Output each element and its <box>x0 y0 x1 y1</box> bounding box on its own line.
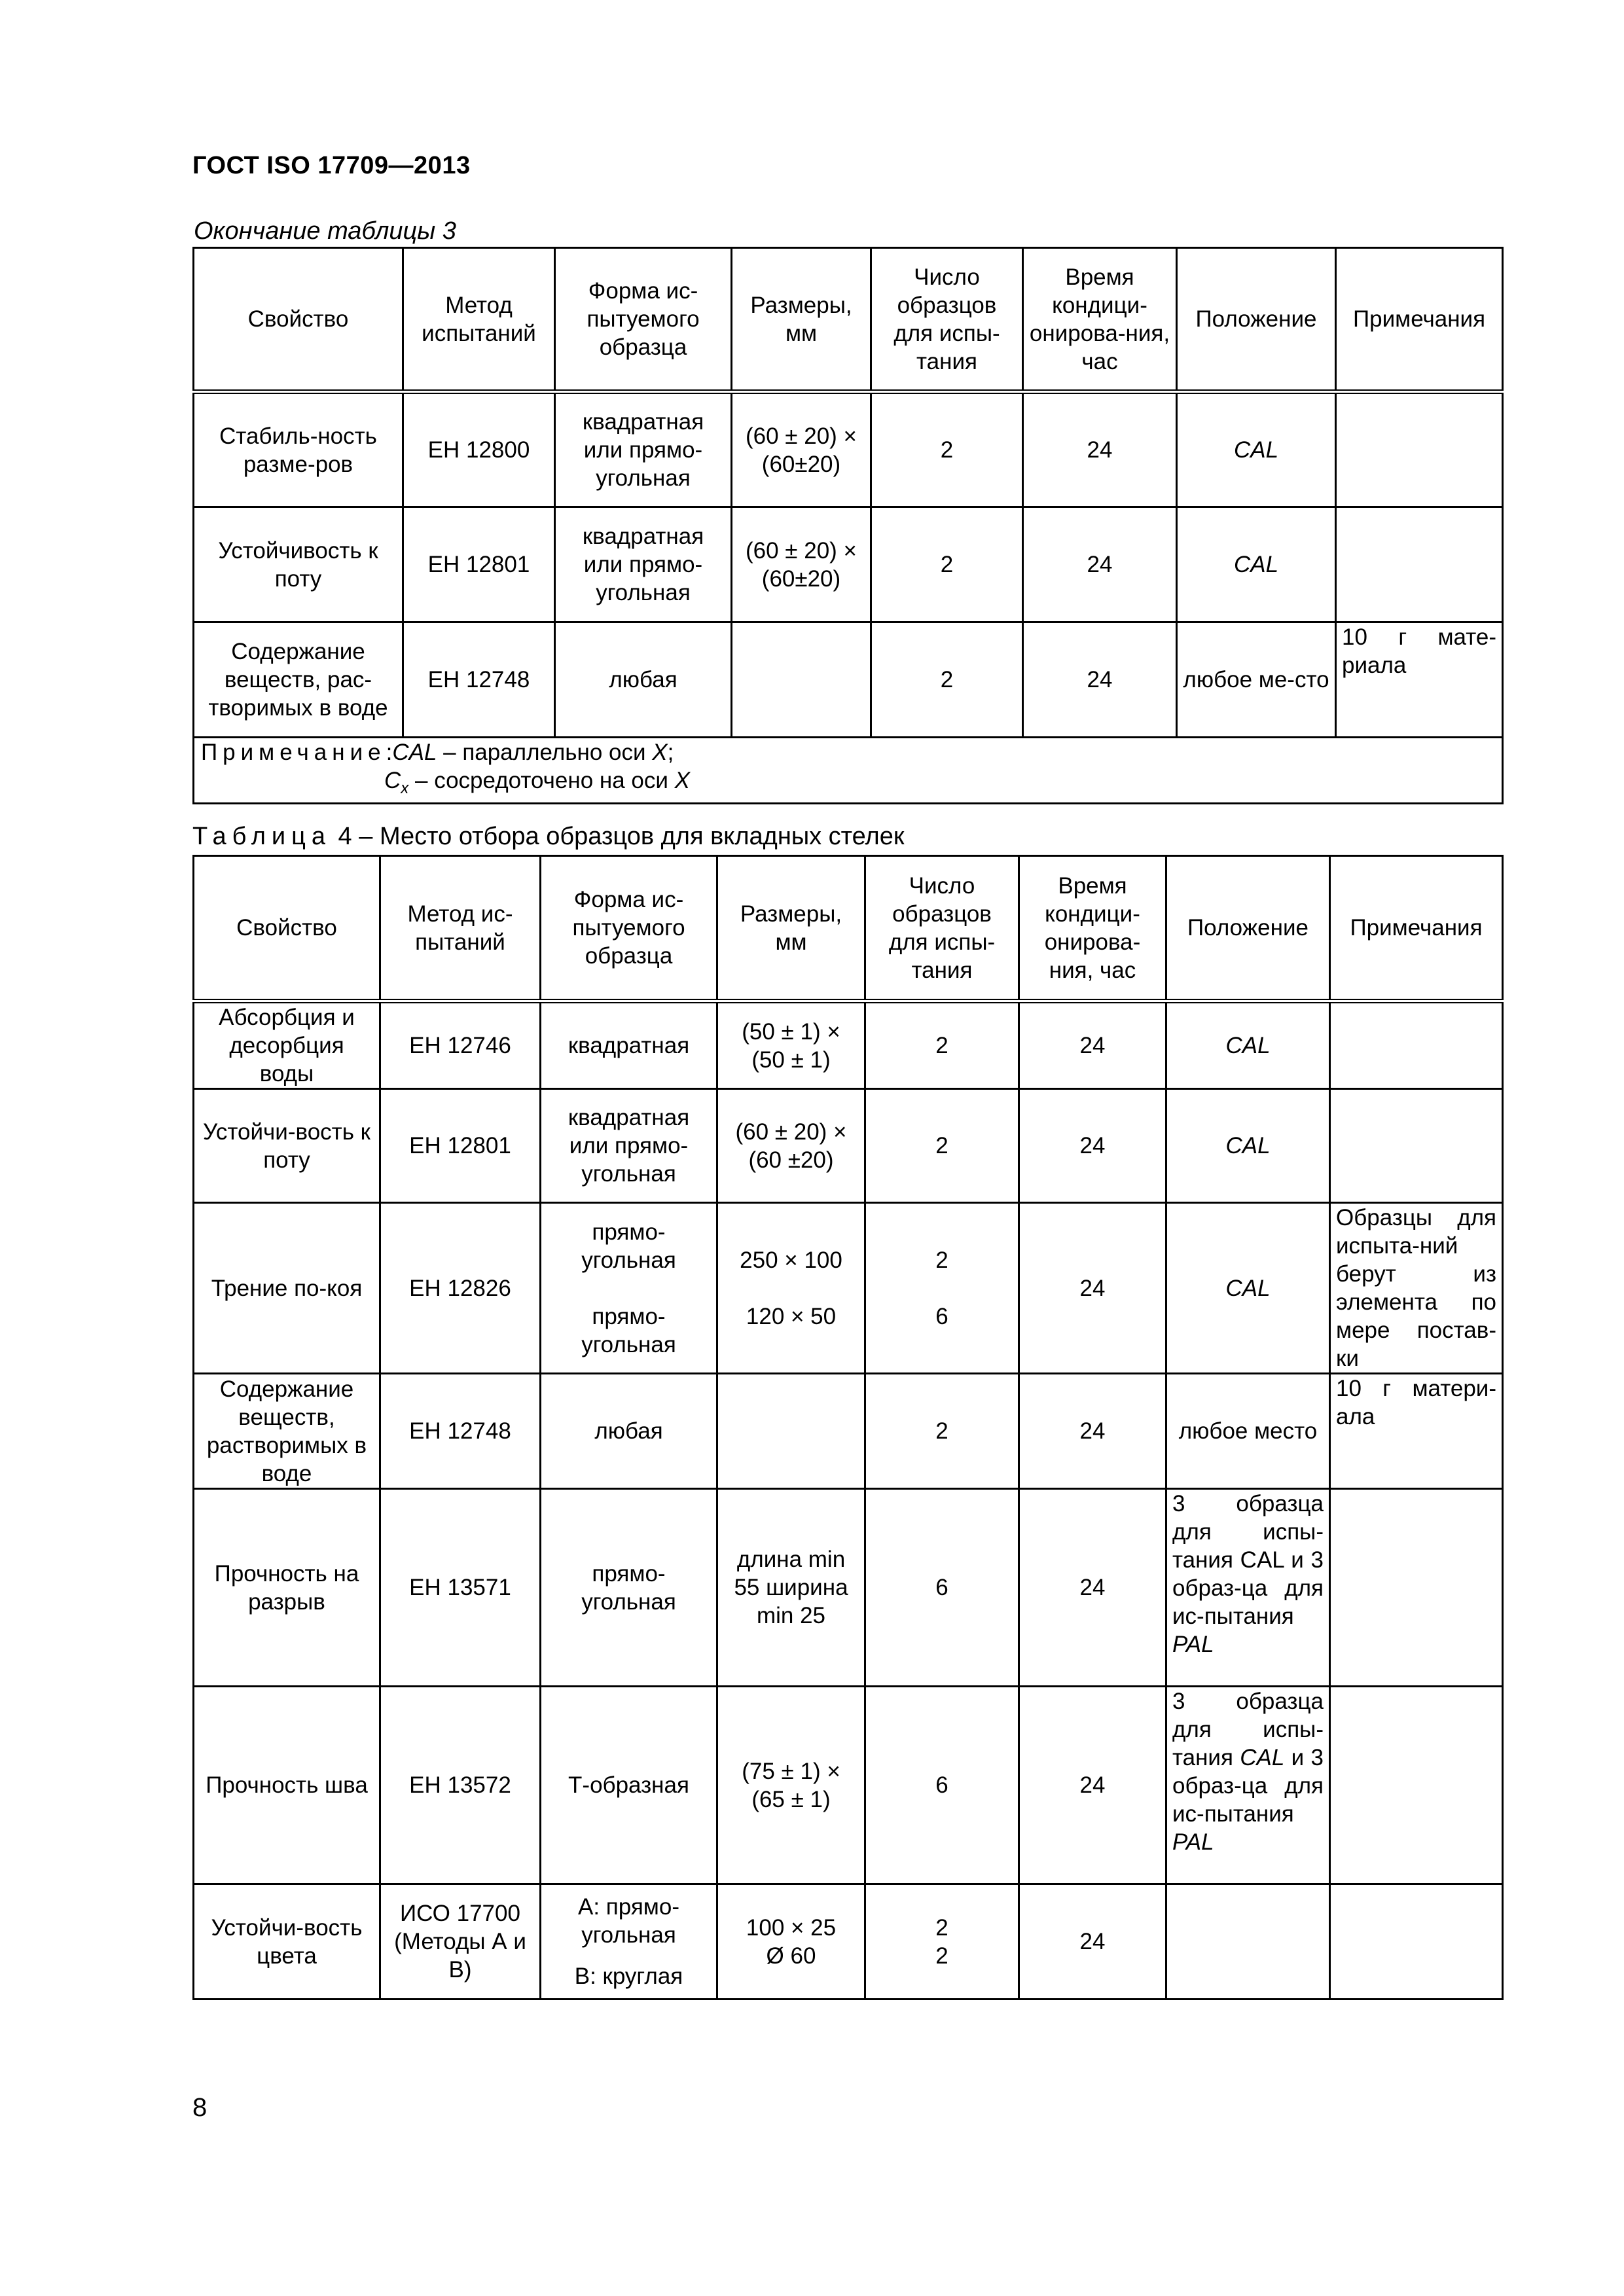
cell-time: 24 <box>1019 1001 1166 1089</box>
cell-shape-a: А: прямо-угольная <box>578 1894 679 1948</box>
table-row <box>194 1001 1503 1089</box>
cell-position <box>1166 1884 1330 2000</box>
table3-footnote-row <box>194 738 1503 804</box>
table4-col-header: Время кондици-онирова-ния, час <box>1019 856 1166 1001</box>
cell-time: 24 <box>1019 1203 1166 1374</box>
table3-col-header: Положение <box>1177 248 1336 392</box>
cell-property: Содержание веществ, рас-творимых в воде <box>194 622 403 738</box>
table4-col-header: Число образцов для испы-тания <box>865 856 1019 1001</box>
footnote-cx-axis: X <box>674 768 691 793</box>
table-row <box>194 1687 1503 1884</box>
cell-time: 24 <box>1023 622 1177 738</box>
cell-count-b: 2 <box>935 1943 948 1969</box>
cell-note <box>1330 1489 1503 1687</box>
cell-count: 2 <box>865 1001 1019 1089</box>
cell-size: длина min 55 ширина min 25 <box>717 1489 865 1687</box>
cell-count <box>865 1884 1019 2000</box>
cell-count: 2 <box>865 1089 1019 1203</box>
table3-col-header: Метод испытаний <box>403 248 555 392</box>
cell-method: ЕН 13572 <box>380 1687 541 1884</box>
cell-shape-b: прямо-угольная <box>581 1303 676 1357</box>
cell-position-cal: CAL <box>1240 1745 1285 1770</box>
cell-method: ЕН 12826 <box>380 1203 541 1374</box>
table4-col-header: Размеры, мм <box>717 856 865 1001</box>
cell-method: ЕН 12801 <box>403 507 555 622</box>
table3-col-header: Форма ис-пытуемого образца <box>555 248 732 392</box>
cell-position: любое ме-сто <box>1177 622 1336 738</box>
cell-count-a: 2 <box>935 1914 948 1941</box>
cell-note <box>1336 392 1503 507</box>
cell-size: (60 ± 20) × (60 ±20) <box>717 1089 865 1203</box>
cell-note <box>1330 1687 1503 1884</box>
footnote-cal-end: ; <box>667 740 674 765</box>
cell-count-b: 6 <box>935 1303 948 1329</box>
cell-size-b: Ø 60 <box>766 1943 816 1969</box>
table3-col-header: Число образцов для испы-тания <box>871 248 1023 392</box>
cell-shape: квадратная <box>541 1001 717 1089</box>
cell-position <box>1166 1687 1330 1884</box>
cell-time: 24 <box>1019 1089 1166 1203</box>
cell-shape: любая <box>555 622 732 738</box>
cell-position: CAL <box>1166 1001 1330 1089</box>
footnote-cal-desc: – параллельно оси <box>437 740 653 765</box>
cell-size: (50 ± 1) × (50 ± 1) <box>717 1001 865 1089</box>
cell-shape <box>541 1884 717 2000</box>
table-row <box>194 1089 1503 1203</box>
footnote-cx-desc: – сосредоточено на оси <box>408 768 675 793</box>
footnote-cal-axis: X <box>652 740 668 765</box>
cell-shape-a: прямо-угольная <box>581 1219 676 1273</box>
cell-position: CAL <box>1166 1089 1330 1203</box>
table3 <box>192 247 1504 804</box>
cell-position-pre: 3 образца для испы-тания <box>1172 1689 1324 1770</box>
cell-property: Устойчи-вость цвета <box>194 1884 380 2000</box>
cell-shape: квадратная или прямо-угольная <box>555 392 732 507</box>
table4-col-header: Положение <box>1166 856 1330 1001</box>
table-row <box>194 1374 1503 1489</box>
cell-shape: любая <box>541 1374 717 1489</box>
cell-time: 24 <box>1019 1374 1166 1489</box>
cell-size <box>717 1203 865 1374</box>
table3-col-header: Примечания <box>1336 248 1503 392</box>
cell-time: 24 <box>1019 1884 1166 2000</box>
cell-method: ЕН 13571 <box>380 1489 541 1687</box>
cell-size-a: 100 × 25 <box>746 1914 837 1941</box>
cell-shape: прямо-угольная <box>541 1489 717 1687</box>
table4-col-header: Свойство <box>194 856 380 1001</box>
page-number: 8 <box>192 2093 208 2122</box>
table3-caption: Окончание таблицы 3 <box>194 217 456 245</box>
footnote-label: Примечание <box>201 740 386 765</box>
cell-count: 6 <box>865 1489 1019 1687</box>
cell-size <box>717 1884 865 2000</box>
cell-count-a: 2 <box>935 1247 948 1273</box>
table4-header-row <box>194 856 1503 1001</box>
cell-size-a: 250 × 100 <box>740 1247 842 1273</box>
cell-method: ЕН 12800 <box>403 392 555 507</box>
cell-size: (60 ± 20) × (60±20) <box>732 507 871 622</box>
cell-shape-b: В: круглая <box>574 1964 683 1989</box>
table4 <box>192 855 1504 2000</box>
footnote-cx-symbol: C <box>384 768 401 793</box>
cell-time: 24 <box>1019 1489 1166 1687</box>
cell-method: ИСО 17700 (Методы А и В) <box>380 1884 541 2000</box>
cell-method: ЕН 12746 <box>380 1001 541 1089</box>
cell-position: любое место <box>1166 1374 1330 1489</box>
cell-method: ЕН 12801 <box>380 1089 541 1203</box>
cell-count: 2 <box>865 1374 1019 1489</box>
table-row <box>194 1203 1503 1374</box>
cell-position-text: 3 образца для испы-тания CAL и 3 образ-ца для ис-пытания <box>1172 1491 1324 1629</box>
cell-position-pal: PAL <box>1172 1829 1214 1855</box>
cell-time: 24 <box>1023 507 1177 622</box>
cell-shape: Т-образная <box>541 1687 717 1884</box>
cell-note <box>1330 1089 1503 1203</box>
cell-property: Абсорбция и десорбция воды <box>194 1001 380 1089</box>
table-row <box>194 392 1503 507</box>
cell-size <box>732 622 871 738</box>
cell-size: (60 ± 20) × (60±20) <box>732 392 871 507</box>
cell-method: ЕН 12748 <box>380 1374 541 1489</box>
cell-property: Устойчи-вость к поту <box>194 1089 380 1203</box>
table3-col-header: Свойство <box>194 248 403 392</box>
cell-size-b: 120 × 50 <box>746 1303 837 1329</box>
table4-col-header: Примечания <box>1330 856 1503 1001</box>
table4-col-header: Форма ис-пытуемого образца <box>541 856 717 1001</box>
table4-caption-text: 4 – Место отбора образцов для вкладных стелек <box>331 823 905 850</box>
document-header: ГОСТ ISO 17709—2013 <box>192 152 471 179</box>
cell-shape <box>541 1203 717 1374</box>
cell-count: 6 <box>865 1687 1019 1884</box>
cell-count: 2 <box>871 392 1023 507</box>
table4-caption <box>192 823 904 851</box>
cell-property: Содержание веществ, растворимых в воде <box>194 1374 380 1489</box>
cell-count: 2 <box>871 507 1023 622</box>
table4-caption-label: Таблица <box>192 823 331 850</box>
cell-property: Прочность шва <box>194 1687 380 1884</box>
cell-time: 24 <box>1019 1687 1166 1884</box>
table3-footnote: Примечание:CAL – параллельно оси X; $C_x$ – сосредоточено на оси X <box>194 738 1503 804</box>
table3-header-row <box>194 248 1503 392</box>
table-row <box>194 1884 1503 2000</box>
cell-method: ЕН 12748 <box>403 622 555 738</box>
footnote-cx-subscript: x <box>401 780 409 797</box>
cell-shape: квадратная или прямо-угольная <box>541 1089 717 1203</box>
cell-position-pal: PAL <box>1172 1632 1214 1657</box>
cell-position: CAL <box>1166 1203 1330 1374</box>
cell-shape: квадратная или прямо-угольная <box>555 507 732 622</box>
cell-note <box>1336 507 1503 622</box>
table-row <box>194 622 1503 738</box>
cell-count <box>865 1203 1019 1374</box>
cell-property: Прочность на разрыв <box>194 1489 380 1687</box>
cell-note: 10 г матери-ала <box>1330 1374 1503 1489</box>
table-row <box>194 507 1503 622</box>
cell-note <box>1330 1001 1503 1089</box>
cell-position <box>1166 1489 1330 1687</box>
cell-time: 24 <box>1023 392 1177 507</box>
table3-col-header: Размеры, мм <box>732 248 871 392</box>
cell-property: Стабиль-ность разме-ров <box>194 392 403 507</box>
footnote-cal: CAL <box>392 740 437 765</box>
table3-col-header: Время кондици-онирова-ния, час <box>1023 248 1177 392</box>
cell-position: CAL <box>1177 392 1336 507</box>
cell-count: 2 <box>871 622 1023 738</box>
cell-size: (75 ± 1) × (65 ± 1) <box>717 1687 865 1884</box>
cell-position-post: и 3 образ-ца для ис-пытания <box>1172 1745 1324 1827</box>
table4-col-header: Метод ис-пытаний <box>380 856 541 1001</box>
cell-property: Устойчивость к поту <box>194 507 403 622</box>
cell-note: 10 г мате-риала <box>1336 622 1503 738</box>
cell-property: Трение по-коя <box>194 1203 380 1374</box>
cell-note: Образцы для испыта-ний берут из элемента по мере постав-ки <box>1330 1203 1503 1374</box>
table-row <box>194 1489 1503 1687</box>
cell-position: CAL <box>1177 507 1336 622</box>
cell-size <box>717 1374 865 1489</box>
cell-note <box>1330 1884 1503 2000</box>
